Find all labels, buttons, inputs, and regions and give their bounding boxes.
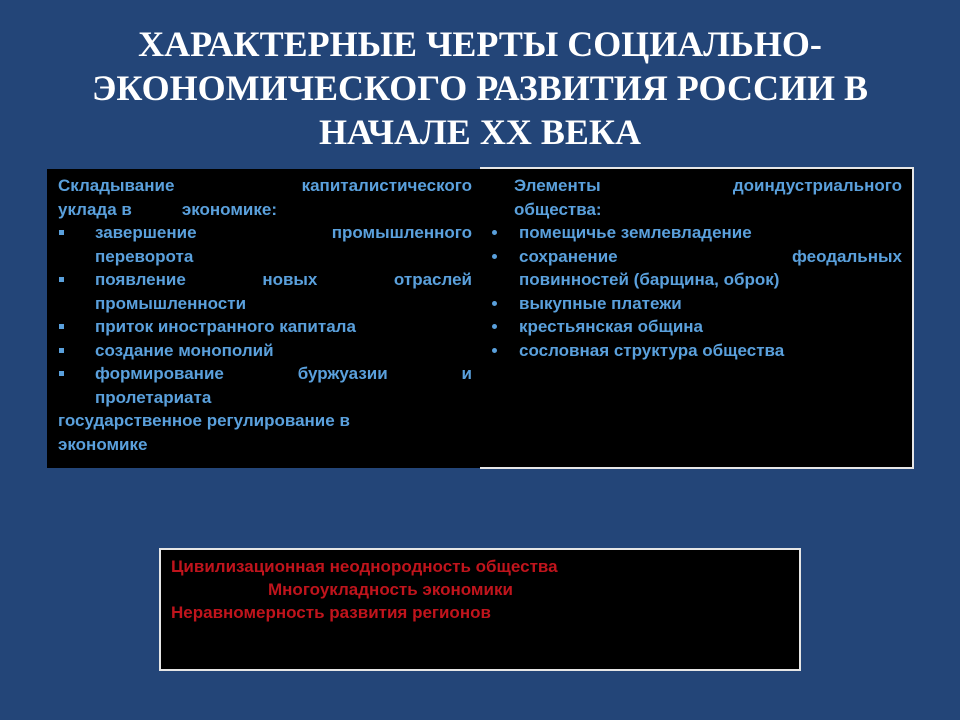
list-item-text: создание монополий — [95, 340, 274, 360]
list-item — [58, 221, 472, 268]
title-line: ЭКОНОМИЧЕСКОГО РАЗВИТИЯ РОССИИ В — [91, 68, 868, 108]
list-item — [58, 362, 472, 409]
heading-line: общества: — [514, 199, 602, 219]
slide-title — [40, 22, 920, 154]
round-bullet-icon — [492, 230, 497, 235]
list-item — [490, 315, 902, 339]
heading-fragment: экономике: — [181, 199, 277, 219]
capitalist-structure-box — [47, 169, 481, 468]
state-regulation-text — [58, 409, 472, 456]
footer-line: государственное регулирование в — [58, 411, 350, 430]
heading-line: Складывание капиталистического — [58, 176, 472, 195]
heading-line — [58, 198, 472, 222]
list-item-text: завершение промышленного — [95, 223, 472, 242]
list-item — [58, 339, 472, 363]
capitalist-structure-heading — [58, 174, 472, 221]
list-item-text: повинностей (барщина, оброк) — [519, 270, 780, 289]
list-item — [490, 245, 902, 292]
list-item-text: промышленности — [95, 293, 247, 313]
list-item-text: выкупные платежи — [519, 293, 682, 313]
square-bullet-icon — [59, 277, 64, 282]
round-bullet-icon — [492, 301, 497, 306]
square-bullet-icon — [59, 324, 64, 329]
list-item-text: помещичье землевладение — [519, 223, 752, 242]
list-item-text: сохранение феодальных — [519, 246, 902, 266]
heading-line: Элементы доиндустриального — [514, 176, 902, 195]
preindustrial-heading — [490, 174, 902, 221]
list-item — [58, 315, 472, 339]
preindustrial-society-box — [480, 167, 914, 469]
round-bullet-icon — [492, 254, 497, 259]
list-item-text: приток иностранного капитала — [95, 317, 356, 336]
list-item-text: крестьянская община — [519, 317, 704, 336]
heading-fragment: уклада в — [58, 199, 132, 219]
capitalist-features-list — [58, 221, 472, 409]
summary-line: Неравномерность развития регионов — [171, 603, 491, 622]
title-line: НАЧАЛЕ XX ВЕКА — [319, 112, 641, 152]
title-line: ХАРАКТЕРНЫЕ ЧЕРТЫ СОЦИАЛЬНО- — [138, 24, 822, 64]
square-bullet-icon — [59, 230, 64, 235]
summary-line: Многоукладность экономики — [268, 580, 513, 599]
list-item — [58, 268, 472, 315]
list-item-text: появление новых отраслей — [95, 270, 472, 289]
list-item-text: переворота — [95, 246, 194, 266]
round-bullet-icon — [492, 324, 497, 329]
square-bullet-icon — [59, 348, 64, 353]
list-item — [490, 221, 902, 245]
list-item-text: сословная структура общества — [519, 340, 785, 360]
preindustrial-elements-list — [490, 221, 902, 362]
list-item — [490, 339, 902, 363]
round-bullet-icon — [492, 348, 497, 353]
footer-line: экономике — [58, 434, 148, 454]
summary-line: Цивилизационная неоднородность общества — [171, 557, 558, 576]
square-bullet-icon — [59, 371, 64, 376]
list-item-text: пролетариата — [95, 387, 212, 407]
summary-box — [159, 548, 801, 671]
list-item-text: формирование буржуазии и — [95, 364, 472, 383]
list-item — [490, 292, 902, 316]
